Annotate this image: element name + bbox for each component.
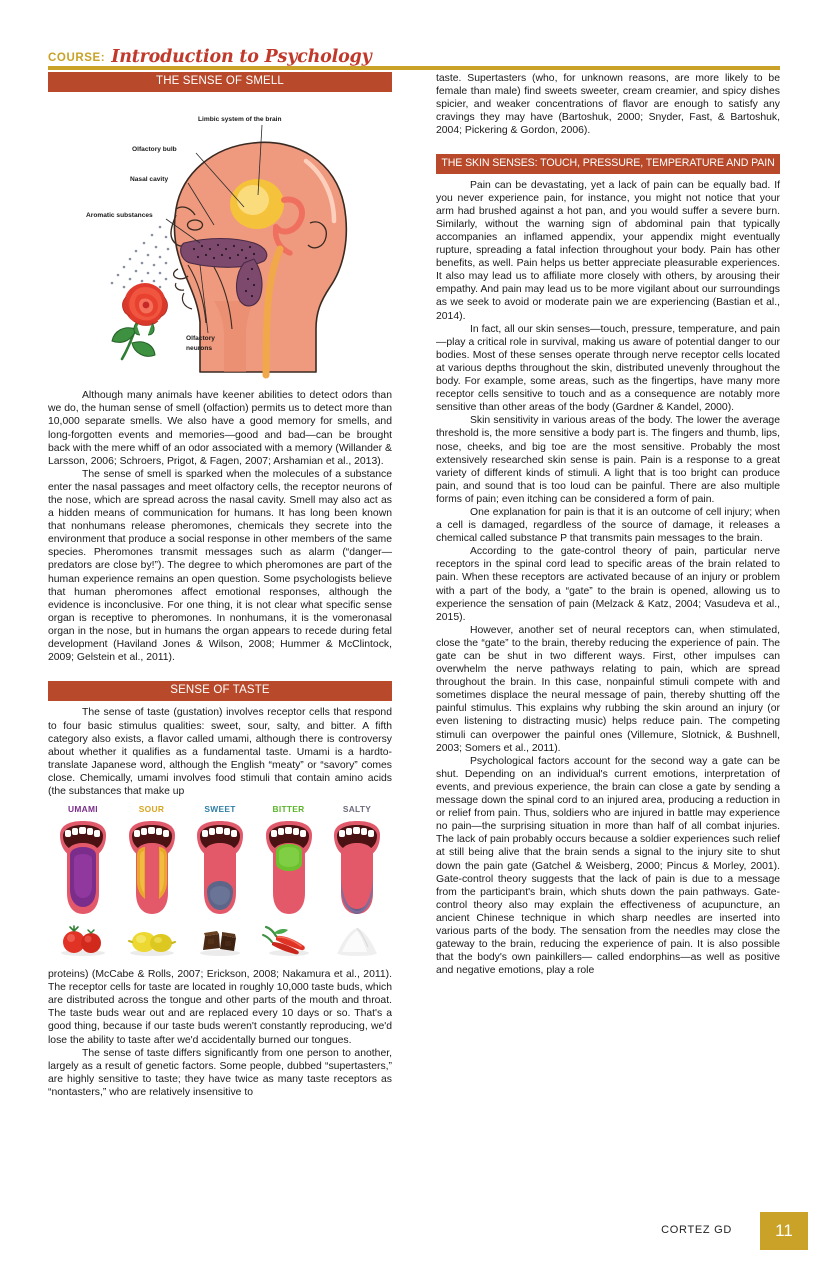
olfaction-illustration: [48, 97, 392, 380]
food-chocolate-icon: [191, 922, 249, 956]
tongue-salty-icon: [328, 819, 386, 919]
taste-item-salty: [326, 804, 388, 964]
paragraph-taste-1: The sense of taste (gustation) involves receptor cells that respond to four basic stimulus qualities: sweet, sour, salty, and bitter. A fifth category also exists, a flavor called umami, although there is controversy about whether it qualifies as a fundamental taste. Umami is a hardto-translate Japanese word, although the English “meaty” or “savory” comes close. Chemically, umami involves food stimuli that contain amino acids (the substances that make up: [48, 707, 392, 797]
taste-item-bitter: [258, 804, 320, 964]
taste-item-sweet: [189, 804, 251, 964]
left-column: [48, 72, 392, 1099]
taste-map-figure: [48, 804, 392, 964]
food-salt-icon: [328, 922, 386, 956]
paragraph-smell-1: Although many animals have keener abilities to detect odors than we do, the human sense of smell (olfaction) permits us to detect more than 10,000 separate smells. We also have a good memory for smells, and long-forgotten events and memories—good and bad—can be brought back with the mere whiff of an odor associated with a memory (Willander & Larsson, 2006; Schroers, Prigot, & Fagen, 2007; Arshamian et al., 2013).: [48, 390, 392, 467]
right-column: [436, 72, 780, 977]
tongue-sour-icon: [123, 819, 181, 919]
food-chili-peppers-icon: [260, 922, 318, 956]
label-limbic-system: Limbic system of the brain: [198, 116, 282, 124]
taste-item-sour: [121, 804, 183, 964]
paragraph-smell-2: The sense of smell is sparked when the molecules of a substance enter the nasal passages and meet olfactory cells, the receptor neurons of the nose, which are spread across the nasal cavity. Smell may also act as a hidden means of communication for humans. It has long been known that nonhumans release pheromones, chemicals they secrete into the environment that produce a social response in other members of the same species. Pheromones transmit messages such as alarm (“danger—predators are close by!”). The degree to which pheromones are part of the human experience remains an open question. Some psychologists believe that human pheromones affect emotional responses, although the evidence is inconclusive. For one thing, it is not clear what specific sense organ is receptive to pheromones. In nonhumans, it is the vomeronasal organ in the nose, but in humans the organ appears to recede during fetal development (Haviland Jones & Wilson, 2008; Hummer & McClintock, 2009; Gelstein et al., 2011).: [48, 468, 392, 664]
olfaction-diagram: [48, 97, 392, 380]
taste-label-salty: SALTY: [342, 804, 372, 815]
tongue-umami-icon: [54, 819, 112, 919]
label-olfactory-neurons-1: Olfactory: [186, 335, 215, 343]
paragraph-skin-6: However, another set of neural receptors can, when stimulated, close the “gate” to the brain, thereby reducing the experience of pain. The gate can be shut in two different ways. First, other impulses can overwhelm the nerve pathways relating to pain, which are spread throughout the brain. In this case, nonpainful stimuli compete with and sometimes displace the neural message of pain, thereby shutting off the painful stimulus. This explains why rubbing the skin around an injury (or even listening to distracting music) helps reduce pain. The competing stimuli can overpower the painful ones (Villemure, Slotnick, & Bushnell, 2003; Somers et al., 2011).: [436, 624, 780, 754]
label-olfactory-bulb: Olfactory bulb: [132, 146, 177, 154]
paragraph-skin-1: Pain can be devastating, yet a lack of pain can be equally bad. If you never experience pain, for instance, you might not notice that your arm had brushed against a hot pan, and you would suffer a severe burn. Similarly, without the warning sign of abdominal pain that typically accompanies an inflamed appendix, your appendix might eventually rupture, spreading a fatal infection throughout your body. Pain has other benefits, as well. Pain helps us better appreciate pleasurable experiences. It also may lead us to affiliate more closely with others, by arousing their empathy. And pain may lead us to be more vigilant about our surroundings as we seek to avoid or moderate pain we are experiencing (Bastian et al., 2014).: [436, 179, 780, 322]
paragraph-taste-3: The sense of taste differs significantly from one person to another, largely as a result of genetic factors. Some people, dubbed “supertasters,” are highly sensitive to taste; they have twice as many taste receptors as “nontasters,” who are relatively insensitive to: [48, 1047, 392, 1098]
section-header-smell: THE SENSE OF SMELL: [48, 72, 392, 92]
paragraph-skin-2: In fact, all our skin senses—touch, pressure, temperature, and pain—play a critical role in survival, making us aware of potential danger to our bodies. Most of these senses operate through nerve receptor cells located at various depths throughout the skin, distributed unevenly throughout the body. For example, some areas, such as the fingertips, have many more receptor cells sensitive to touch and as a consequence are notably more sensitive than other areas of the body (Gardner & Kandel, 2000).: [436, 323, 780, 414]
taste-label-bitter: BITTER: [272, 804, 305, 815]
label-aromatic-substances: Aromatic substances: [86, 212, 153, 220]
food-tomatoes-icon: [54, 922, 112, 956]
section-header-taste: SENSE OF TASTE: [48, 681, 392, 701]
tongue-sweet-icon: [191, 819, 249, 919]
paragraph-taste-continued: taste. Supertasters (who, for unknown reasons, are more likely to be female than male) find sweets sweeter, cream creamier, and spicy dishes spicier, and weaker concentrations of flavor are enough to satisfy any cravings they may have (Bartoshuk, 2000; Snyder, Fast, & Bartoshuk, 2004; Pickering & Gordon, 2006).: [436, 73, 780, 137]
course-title: Introduction to Psychology: [111, 46, 372, 67]
page-number-badge: 11: [760, 1212, 808, 1250]
taste-label-sour: SOUR: [138, 804, 165, 815]
gold-divider-rule: [48, 66, 780, 70]
label-olfactory-neurons-2: neurons: [186, 345, 213, 353]
tongue-bitter-icon: [260, 819, 318, 919]
footer-author: CORTEZ GD: [661, 1224, 732, 1236]
paragraph-skin-5: According to the gate-control theory of pain, particular nerve receptors in the spinal cord lead to specific areas of the brain related to pain. When these receptors are activated because of an injury or problem with a part of the body, a “gate” to the brain is opened, allowing us to experience the sensation of pain (Melzack & Katz, 2004; Vasudeva et al., 2015).: [436, 546, 780, 623]
label-nasal-cavity: Nasal cavity: [130, 176, 169, 184]
course-kicker: COURSE:: [48, 51, 106, 64]
taste-label-sweet: SWEET: [204, 804, 236, 815]
paragraph-taste-2: proteins) (McCabe & Rolls, 2007; Erickson, 2008; Nakamura et al., 2011). The receptor cells for taste are located in roughly 10,000 taste buds, which are distributed across the tongue and other parts of the mouth and throat. The taste buds wear out and are replaced every 10 days or so. That's a good thing, because if our taste buds weren't constantly reproducing, we'd lose the ability to taste after we'd accidentally burned our tongues.: [48, 969, 392, 1046]
paragraph-skin-4: One explanation for pain is that it is an outcome of cell injury; when a cell is damaged, regardless of the source of damage, it releases a chemical called substance P that transmits pain messages to the brain.: [436, 506, 780, 545]
food-lemons-icon: [123, 922, 181, 956]
taste-item-umami: [52, 804, 114, 964]
taste-label-umami: UMAMI: [68, 804, 98, 815]
section-header-skin-senses: THE SKIN SENSES: TOUCH, PRESSURE, TEMPERATURE AND PAIN: [436, 154, 780, 173]
paragraph-skin-3: Skin sensitivity in various areas of the body. The lower the average threshold is, the more sensitive a body part is. The fingers and thumb, lips, nose, cheeks, and big toe are the most sensitive. Probably the most extensively researched skin sense is pain. Pain is a response to a great variety of different kinds of stimuli. A light that is too bright can produce pain, and sound that is too loud can be painful. There are also multiple forms of pain; even itching can be considered a form of pain.: [436, 415, 780, 505]
masthead: [48, 42, 780, 66]
paragraph-skin-7: Psychological factors account for the second way a gate can be shut. Depending on an individual's current emotions, interpretation of events, and previous experience, the brain can close a gate by sending a message down the spinal cord to an injured area, producing a reduction in or relief from pain. Thus, soldiers who are injured in battle may experience no pain—the surprising situation in more than half of all combat injuries. The lack of pain probably occurs because a soldier experiences such relief at still being alive that the brain sends a signal to the injury site to shut down the pain gate (Gatchel & Weisberg, 2000; Pincus & Morley, 2001). Gate-control theory suggests that the lack of pain is due to a message from the participant's brain, which shuts down the pain pathways. Gate-control theory also may explain the effectiveness of acupuncture, an ancient Chinese technique in which sharp needles are inserted into various parts of the body. The sensation from the needles may close the gateway to the brain, reducing the experience of pain. It is also possible that the body's own painkillers— called endorphins—as well as positive and negative emotions, play a role: [436, 755, 780, 977]
